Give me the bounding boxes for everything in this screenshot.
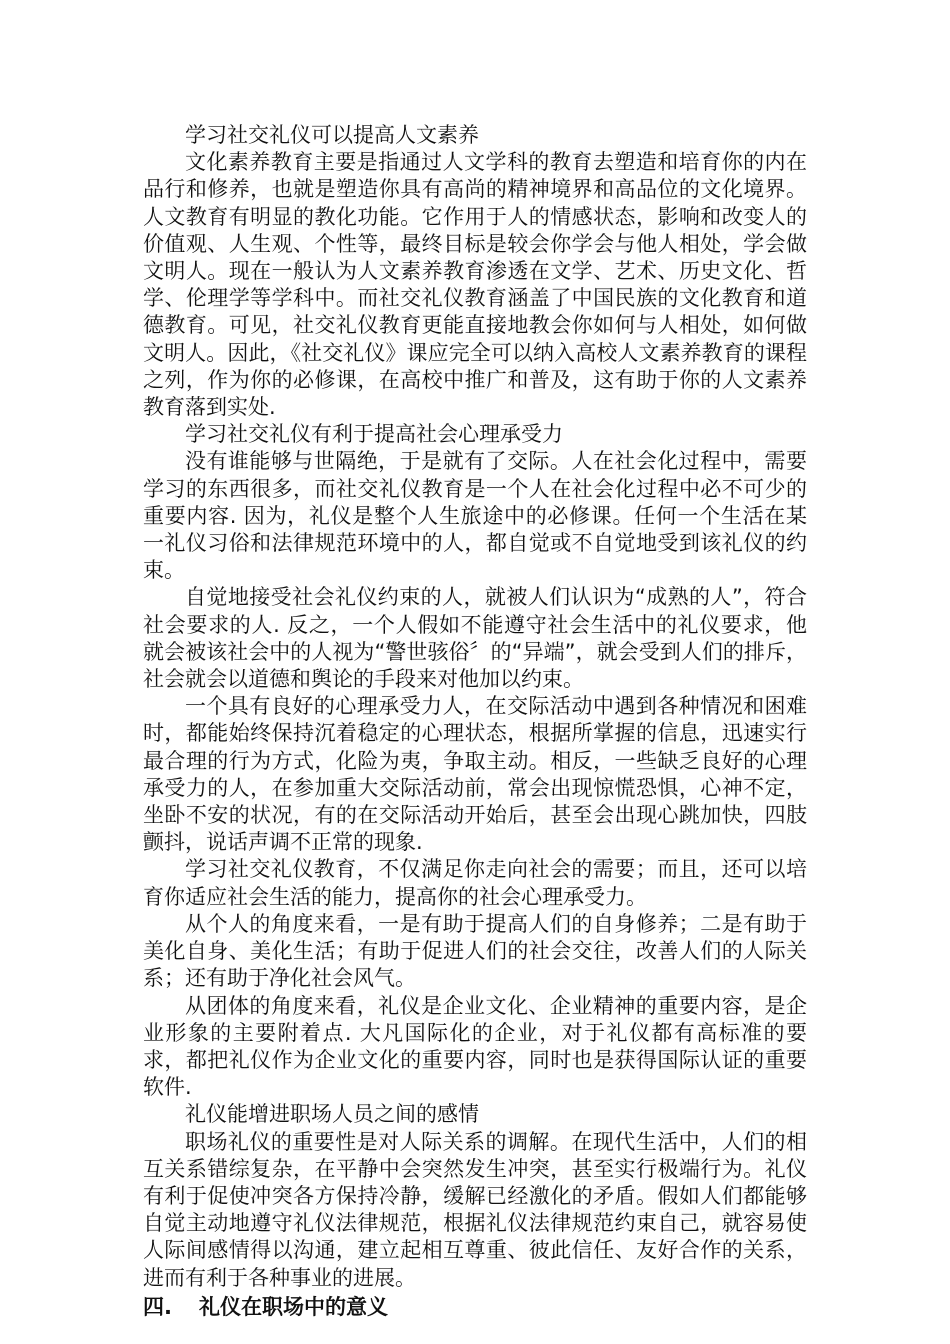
section-number: 四. <box>143 1294 172 1319</box>
section-heading <box>143 1292 807 1322</box>
paragraph-psychological-capacity: 一个具有良好的心理承受力人，在交际活动中遇到各种情况和困难时，都能始终保持沉着稳定的心理状态，根据所掌握的信息，迅速实行最合理的行为方式，化险为夷，争取主动。相反，一些缺乏良好的心理承受力的人，在参加重大交际活动前，常会出现惊慌恐惧，心神不定，坐卧不安的状况，有的在交际活动开始后，甚至会出现心跳加快，四肢颤抖，说话声调不正常的现象. <box>143 694 807 855</box>
subheading-psychological-tolerance: 学习社交礼仪有利于提高社会心理承受力 <box>185 422 563 447</box>
document-page <box>143 122 807 1322</box>
paragraph-organizational-perspective: 从团体的角度来看，礼仪是企业文化、企业精神的重要内容，是企业形象的主要附着点. 大凡国际化的企业，对于礼仪都有高标准的要求，都把礼仪作为企业文化的重要内容，同时也是获得国际认证的重要软件. <box>143 993 807 1100</box>
subheading-workplace-relations: 礼仪能增进职场人员之间的感情 <box>185 1102 479 1127</box>
paragraph-socialization: 没有谁能够与世隔绝，于是就有了交际。人在社会化过程中，需要学习的东西很多，而社交礼仪教育是一个人在社会化过程中必不可少的重要内容. 因为，礼仪是整个人生旅途中的必修课。任何一个生活在某一礼仪习俗和法律规范环境中的人，都自觉或不自觉地受到该礼仪的约束。 <box>143 449 807 583</box>
paragraph-social-adaptation: 学习社交礼仪教育，不仅满足你走向社会的需要；而且，还可以培育你适应社会生活的能力，提高你的社会心理承受力。 <box>143 857 807 909</box>
subheading-humanities: 学习社交礼仪可以提高人文素养 <box>185 123 479 147</box>
paragraph-mature-person: 自觉地接受社会礼仪约束的人，就被人们认识为“成熟的人”，符合社会要求的人. 反之，一个人假如不能遵守社会生活中的礼仪要求，他就会被该社会中的人视为“警世骇俗〞的“异端”，就会受到人们的排斥，社会就会以道德和舆论的手段来对他加以约束。 <box>143 585 807 692</box>
paragraph-humanities-education: 文化素养教育主要是指通过人文学科的教育去塑造和培育你的内在品行和修养，也就是塑造你具有高尚的精神境界和高品位的文化境界。人文教育有明显的教化功能。它作用于人的情感状态，影响和改变人的价值观、人生观、个性等，最终目标是较会你学会与他人相处，学会做文明人。现在一般认为人文素养教育渗透在文学、艺术、历史文化、哲学、伦理学等学科中。而社交礼仪教育涵盖了中国民族的文化教育和道德教育。可见，社交礼仪教育更能直接地教会你如何与人相处，如何做文明人。因此，《社交礼仪》课应完全可以纳入高校人文素养教育的课程之列，作为你的必修课，在高校中推广和普及，这有助于你的人文素养教育落到实处. <box>143 150 807 420</box>
section-title: 礼仪在职场中的意义 <box>199 1294 388 1319</box>
paragraph-personal-perspective: 从个人的角度来看，一是有助于提高人们的自身修养；二是有助于美化自身、美化生活；有助于促进人们的社会交往，改善人们的人际关系；还有助于净化社会风气。 <box>143 911 807 991</box>
paragraph-workplace-etiquette: 职场礼仪的重要性是对人际关系的调解。在现代生活中，人们的相互关系错综复杂，在平静中会突然发生冲突，甚至实行极端行为。礼仪有利于促使冲突各方保持冷静，缓解已经激化的矛盾。假如人们都能够自觉主动地遵守礼仪法律规范，根据礼仪法律规范约束自己，就容易使人际间感情得以沟通，建立起相互尊重、彼此信任、友好合作的关系，进而有利于各种事业的进展。 <box>143 1129 807 1290</box>
